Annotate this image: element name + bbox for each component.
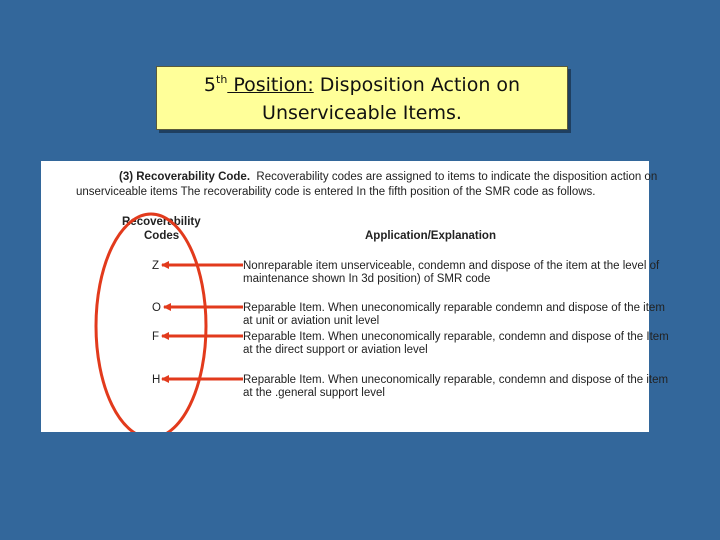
title-line-1 [157,71,567,99]
title-line-2: Unserviceable Items. [262,102,462,124]
code-z: Z [152,260,160,272]
codes-header-line-2: Codes [144,230,180,242]
explanation-o-line-2: at unit or aviation unit level [243,315,380,327]
explanation-z-line-1: Nonreparable item unserviceable, condemn and dispose of the item at the level of [243,260,660,272]
document-excerpt [41,161,669,432]
intro-line-1-text: Recoverability codes are assigned to items to indicate the disposition action on [256,171,658,183]
code-o: O [152,302,161,314]
explanation-f-line-1: Reparable Item. When uneconomically reparable, condemn and dispose of the Item [243,331,669,343]
codes-header-line-1: Recoverability [122,216,201,228]
explanation-h-line-2: at the .general support level [243,387,385,399]
intro-label: (3) Recoverability Code. [119,171,251,183]
intro-line-2: unserviceable items The recoverability code is entered In the fifth position of the SMR code as follows. [76,186,596,198]
code-h: H [152,374,161,386]
title-ordinal: 5 [203,74,216,96]
explanation-header: Application/Explanation [365,230,496,242]
title-superscript: th [216,73,228,86]
annotation-overlay [41,161,649,432]
highlight-ellipse [96,214,206,432]
title-position-underlined: Position: [227,74,314,96]
title-rest: Disposition Action on [313,74,521,96]
code-f: F [152,331,160,343]
explanation-o-line-1: Reparable Item. When uneconomically reparable condemn and dispose of the item [243,302,665,314]
explanation-z-line-2: maintenance shown In 3d position) of SMR code [243,273,491,285]
slide-title [156,66,568,130]
explanation-f-line-2: at the direct support or aviation level [243,344,428,356]
explanation-h-line-1: Reparable Item. When uneconomically reparable, condemn and dispose of the item [243,374,669,386]
